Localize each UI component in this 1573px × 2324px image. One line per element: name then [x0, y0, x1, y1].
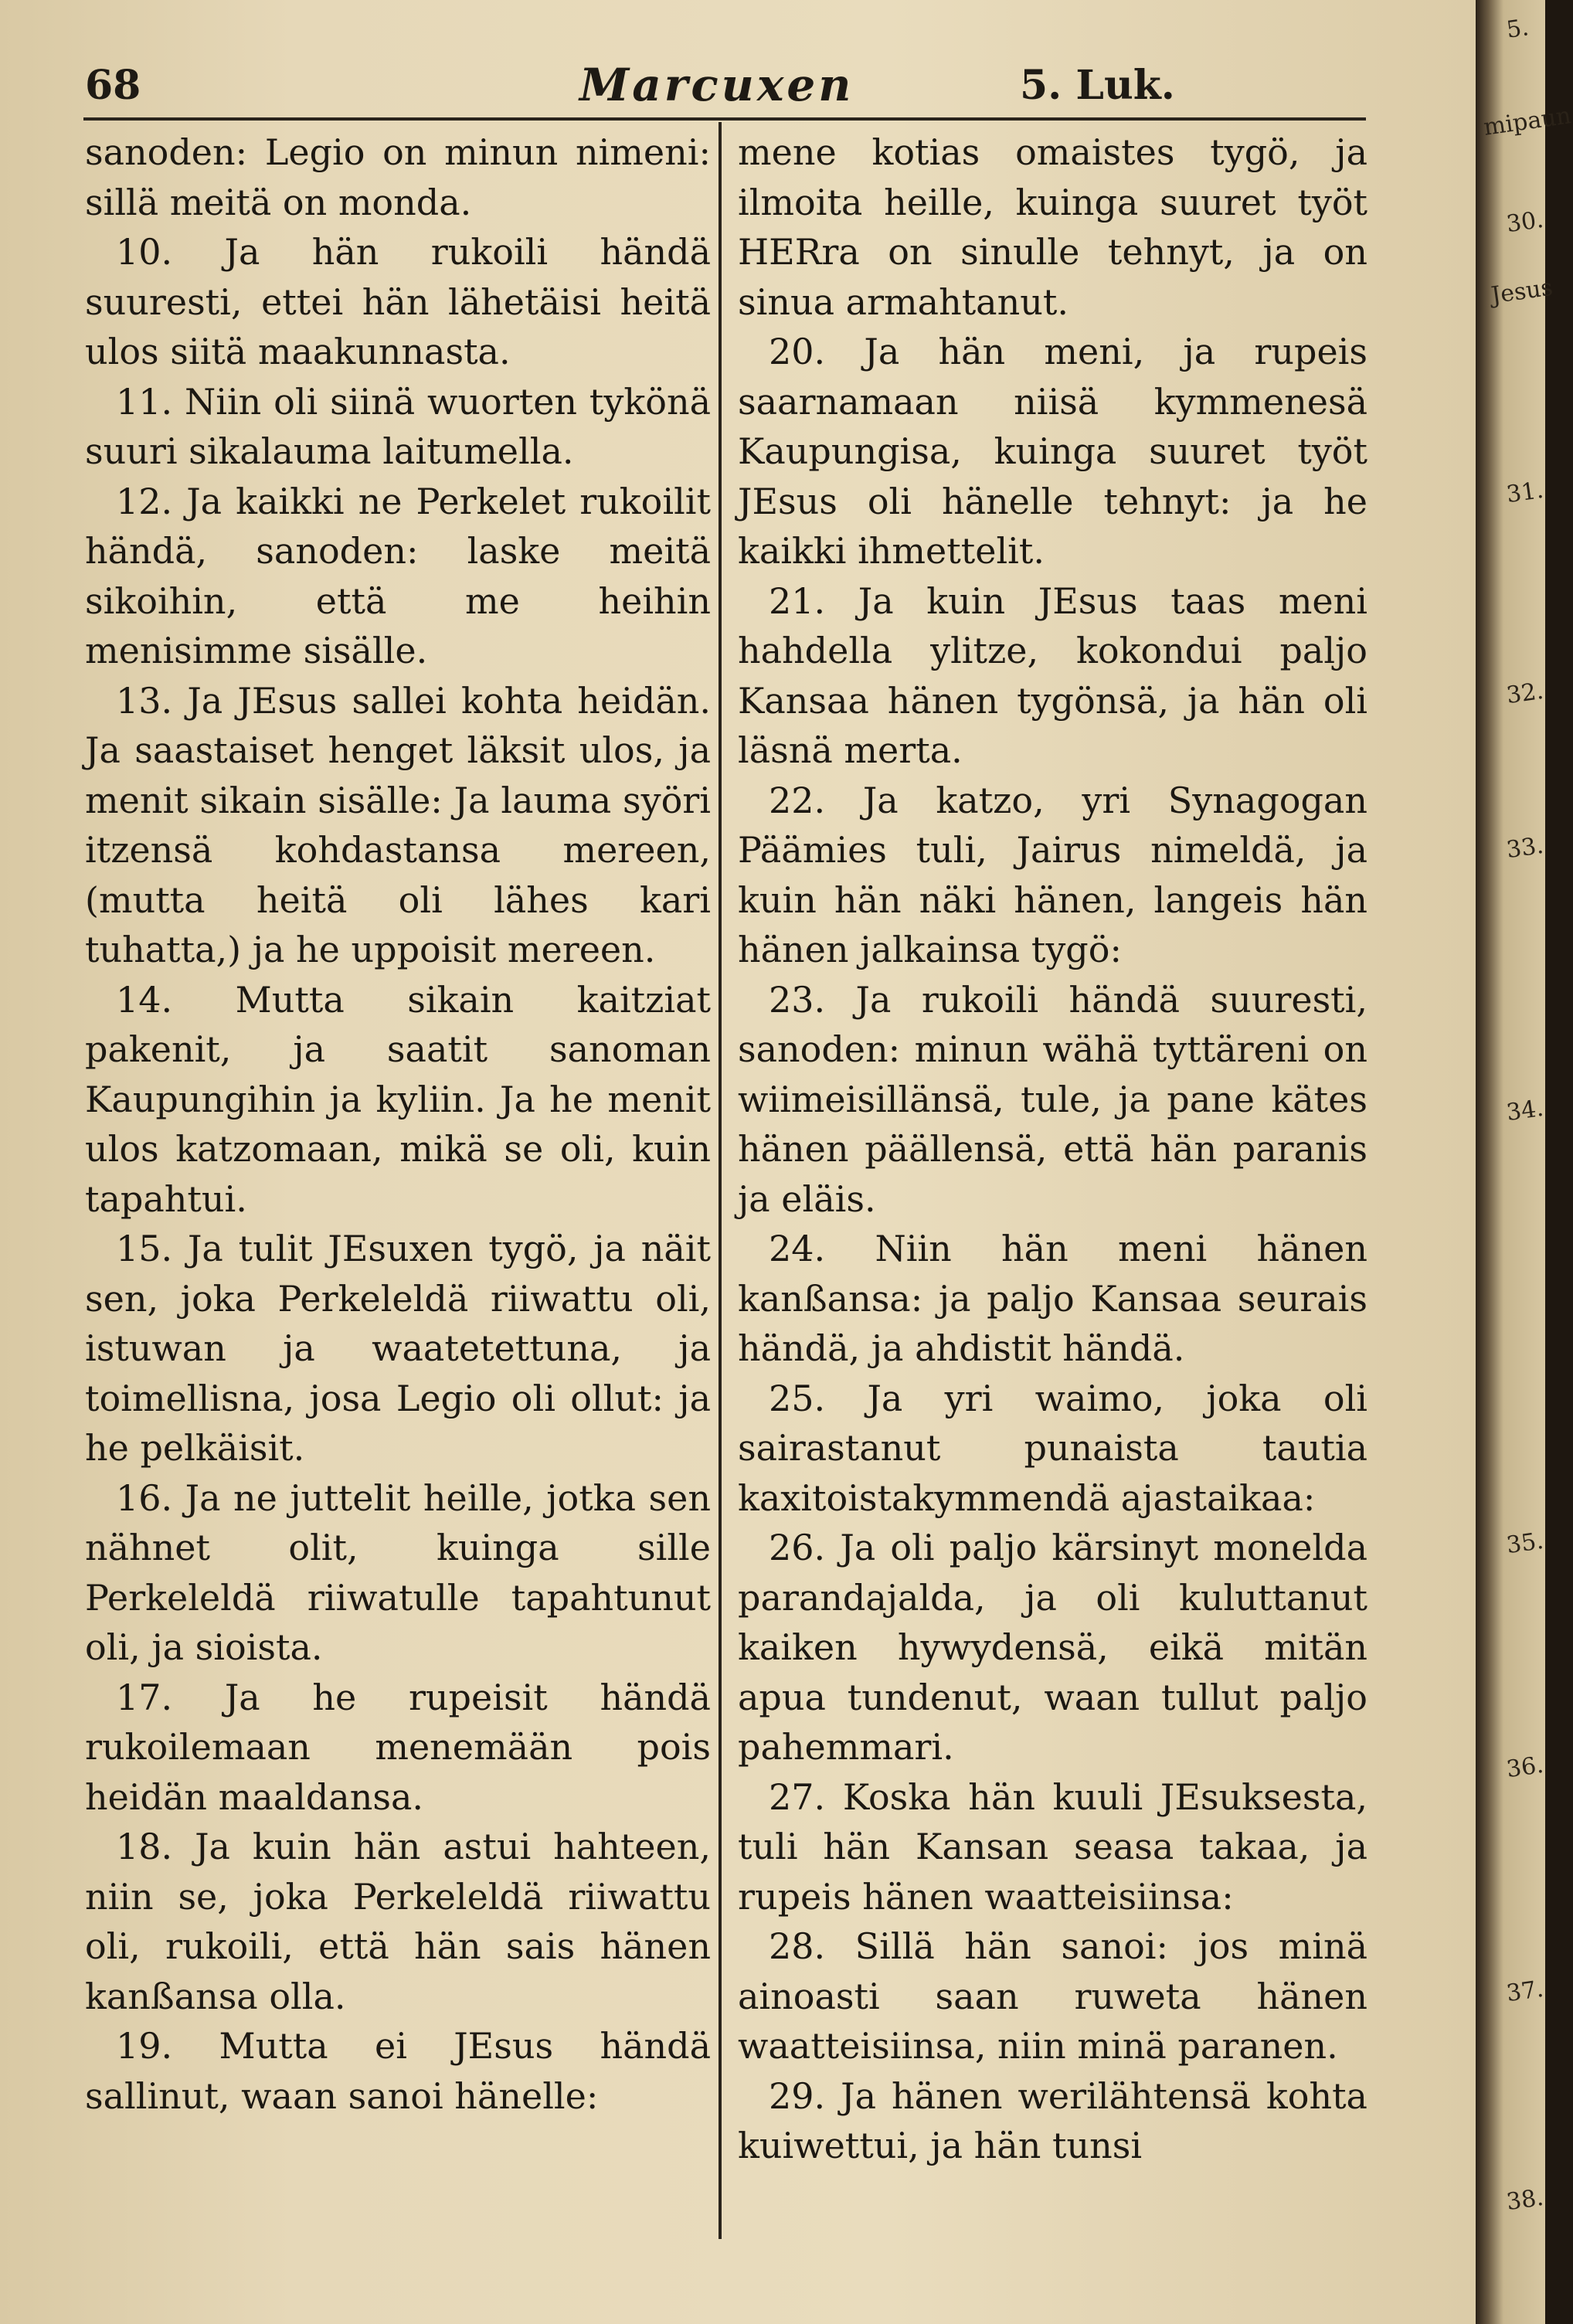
verse-19: 19. Mutta ei JEsus händä sallinut, waan sanoi hänelle: [85, 2025, 711, 2117]
adjacent-fragment: Jesus [1489, 274, 1554, 310]
adjacent-fragment: 30. [1504, 206, 1545, 239]
verse-29: 29. Ja hänen werilähtensä kohta kuiwettui, ja hän tunsi [738, 2074, 1367, 2166]
verse-25: 25. Ja yri waimo, joka oli sairastanut punaista tautia kaxitoistakymmendä ajastaikaa: [738, 1377, 1367, 1519]
running-title: Marcuxen [579, 59, 854, 111]
verse-11: 11. Niin oli siinä wuorten tykönä suuri sikalauma laitumella. [85, 380, 711, 472]
verse-26: 26. Ja oli paljo kärsinyt monelda parandajalda, ja oli kuluttanut kaiken hywydensä, eikä mitän apua tundenut, waan tullut paljo pahemmari. [738, 1527, 1367, 1768]
verse-14: 14. Mutta sikain kaitziat pakenit, ja saatit sanoman Kaupungihin ja kyliin. Ja he menit ulos katzomaan, mikä se oli, kuin tapahtui. [85, 978, 711, 1220]
verse-27: 27. Koska hän kuuli JEsuksesta, tuli hän Kansan seasa takaa, ja rupeis hänen waatteisiinsa: [738, 1775, 1367, 1918]
verse-text: mene kotias omaistes tygö, ja ilmoita heille, kuinga suuret työt HERra on sinulle tehnyt, ja on sinua armahtanut. [738, 131, 1367, 323]
left-column [85, 127, 711, 2121]
adjacent-fragment: 5. [1504, 14, 1531, 44]
verse-15: 15. Ja tulit JEsuxen tygö, ja näit sen, joka Perkeleldä riiwattu oli, istuwan ja waatetettuna, ja toimellisna, josa Legio oli ollut: ja he pelkäisit. [85, 1228, 711, 1469]
verse-21: 21. Ja kuin JEsus taas meni hahdella ylitze, kokondui paljo Kansaa hänen tygönsä, ja hän oli läsnä merta. [738, 579, 1367, 771]
adjacent-fragment: 31. [1504, 476, 1545, 509]
page-header [85, 59, 1182, 111]
adjacent-fragment: 32. [1504, 677, 1545, 710]
verse-text: sanoden: Legio on minun nimeni: sillä meitä on monda. [85, 131, 711, 223]
verse-28: 28. Sillä hän sanoi: jos minä ainoasti saan ruweta hänen waatteisiinsa, niin minä paranen. [738, 1925, 1367, 2067]
verse-10: 10. Ja hän rukoili händä suuresti, ettei hän lähetäisi heitä ulos siitä maakunnasta. [85, 231, 711, 372]
adjacent-fragment: mipaun [1482, 102, 1573, 141]
adjacent-fragment: 38. [1504, 2183, 1545, 2217]
verse-24: 24. Niin hän meni hänen kanßansa: ja paljo Kansaa seurais händä, ja ahdistit händä. [738, 1228, 1367, 1369]
chapter-label: 5. Luk. [1020, 62, 1175, 109]
right-column [738, 127, 1367, 2171]
verse-18: 18. Ja kuin hän astui hahteen, niin se, joka Perkeleldä riiwattu oli, rukoili, että hän sais hänen kanßansa olla. [85, 1826, 711, 2017]
adjacent-fragment: 36. [1504, 1751, 1545, 1784]
verse-23: 23. Ja rukoili händä suuresti, sanoden: minun wähä tyttäreni on wiimeisillänsä, tule, ja pane kätes hänen päällensä, että hän paranis ja eläis. [738, 978, 1367, 1220]
adjacent-fragment: 37. [1504, 1975, 1545, 2008]
verse-12: 12. Ja kaikki ne Perkelet rukoilit händä, sanoden: laske meitä sikoihin, että me heihin menisimme sisälle. [85, 480, 711, 671]
verse-20: 20. Ja hän meni, ja rupeis saarnamaan niisä kymmenesä Kaupungisa, kuinga suuret työt JEsus oli hänelle tehnyt: ja he kaikki ihmettelit. [738, 331, 1367, 572]
adjacent-fragment: 34. [1504, 1094, 1545, 1127]
adjacent-page-edge [1476, 0, 1573, 2324]
verse-13: 13. Ja JEsus sallei kohta heidän. Ja saastaiset henget läksit ulos, ja menit sikain sisälle: Ja lauma syöri itzensä kohdastansa mereen, (mutta heitä oli lähes kari tuhatta,) ja he uppoisit mereen. [85, 679, 711, 970]
verse-16: 16. Ja ne juttelit heille, jotka sen nähnet olit, kuinga sille Perkeleldä riiwatulle tapahtunut oli, ja sioista. [85, 1476, 711, 1668]
page-number: 68 [85, 62, 141, 109]
adjacent-fragment: 33. [1504, 831, 1545, 865]
column-divider [719, 122, 722, 2239]
header-rule [83, 117, 1366, 121]
adjacent-fragment: 35. [1504, 1527, 1545, 1560]
verse-22: 22. Ja katzo, yri Synagogan Päämies tuli, Jairus nimeldä, ja kuin hän näki hänen, langeis hän hänen jalkainsa tygö: [738, 779, 1367, 970]
verse-17: 17. Ja he rupeisit händä rukoilemaan menemään pois heidän maaldansa. [85, 1676, 711, 1818]
